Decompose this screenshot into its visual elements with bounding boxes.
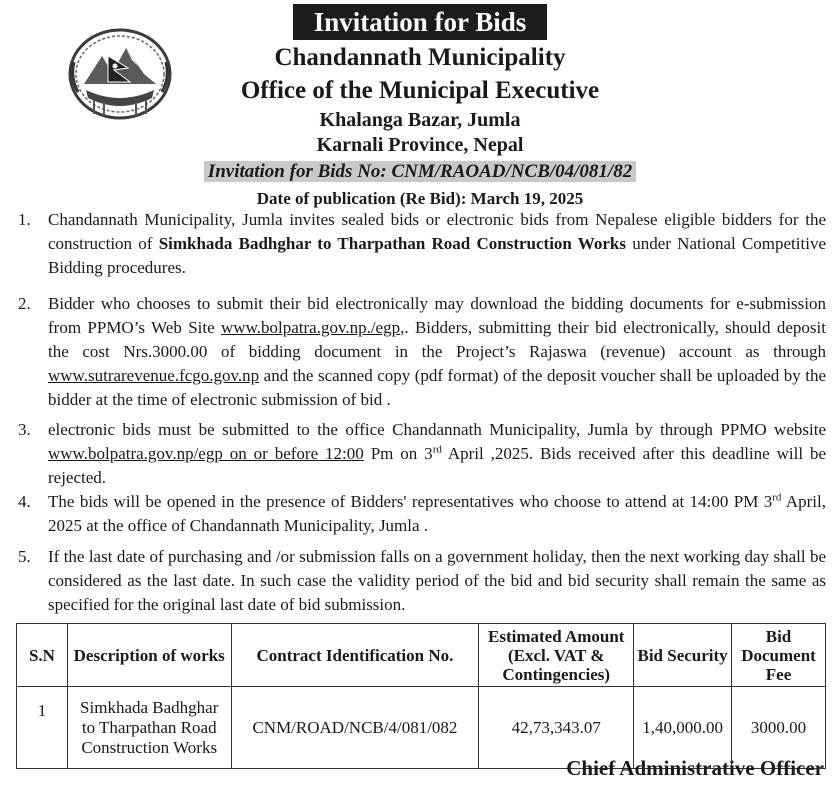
clause-text: electronic bids must be submitted to the office Chandannath Municipality, Jumla by through PPMO website [48, 420, 826, 439]
clause-text: and the scanned copy (pdf format) of the deposit voucher shall be uploaded by the bidder at the time of electronic submission of bid . [48, 366, 826, 409]
clause-text: If the last date of purchasing and /or submission falls on a government holiday, then the next working day shall be considered as the last date. In such case the validity period of the bid and bid security shall remain the same as specified for the original last date of bid submission. [48, 547, 826, 614]
clause-text: ,. Bidders, submitting their bid electronically, should deposit the cost Nrs.3000.00 of bidding document in the Project’s Rajaswa (revenue) account as through [48, 318, 826, 361]
municipality-name: Chandannath Municipality [274, 44, 566, 71]
ordinal-suffix: rd [772, 491, 782, 504]
header-contract-id: Contract Identification No. [231, 624, 479, 687]
header-bid-security: Bid Security [634, 624, 732, 687]
header-sn: S.N [17, 624, 68, 687]
clause-text: Pm on 3 [363, 444, 433, 463]
clause-text: April ,2025. Bids received after this deadline will be rejected. [48, 444, 826, 487]
clause-2 [18, 292, 826, 412]
clause-number: 2. [18, 294, 31, 313]
cell-bid-security: 1,40,000.00 [634, 687, 732, 769]
clause-number: 4. [18, 492, 31, 511]
clause-1 [18, 208, 826, 280]
sutrarevenue-link[interactable]: www.sutrarevenue.fcgo.gov.np [48, 366, 260, 385]
clause-5 [18, 545, 826, 617]
address-line-1: Khalanga Bazar, Jumla [319, 109, 521, 131]
table-header-row [17, 624, 826, 687]
clause-text: Bidder who chooses to submit their bid electronically may download the bidding documents for e-submission from PPMO’s Web Site [48, 294, 826, 337]
header-description: Description of works [67, 624, 231, 687]
address-line-2: Karnali Province, Nepal [316, 134, 524, 156]
cell-sn: 1 [17, 687, 68, 769]
project-name: Simkhada Badhghar to Tharpathan Road Construction Works [158, 234, 626, 253]
bolpatra-link[interactable]: www.bolpatra.gov.np./egp [221, 318, 401, 337]
clause-3 [18, 418, 826, 490]
notice-banner-title: Invitation for Bids [293, 4, 547, 40]
bids-table [16, 623, 826, 769]
cell-estimated-amount: 42,73,343.07 [479, 687, 634, 769]
ifb-number: Invitation for Bids No: CNM/RAOAD/NCB/04/081/82 [204, 161, 636, 182]
header-estimated-amount: Estimated Amount (Excl. VAT & Contingencies) [479, 624, 634, 687]
header-bid-document-fee: Bid Document Fee [732, 624, 826, 687]
ordinal-suffix: rd [432, 443, 442, 456]
clause-text: April, 2025 at the office of Chandannath Municipality, Jumla . [48, 492, 826, 535]
clause-text: under National Competitive Bidding procedures. [48, 234, 826, 277]
cell-contract-id: CNM/ROAD/NCB/4/081/082 [231, 687, 479, 769]
office-name: Office of the Municipal Executive [240, 77, 600, 104]
signatory-title: Chief Administrative Officer [566, 756, 824, 780]
cell-description: Simkhada Badhghar to Tharpathan Road Construction Works [67, 687, 231, 769]
clause-number: 1. [18, 210, 31, 229]
clause-text: Chandannath Municipality, Jumla invites sealed bids or electronic bids from Nepalese eligible bidders for the construction of [48, 210, 826, 253]
clause-number: 3. [18, 420, 31, 439]
egp-link[interactable]: www.bolpatra.gov.np/egp on or before 12:00 [48, 444, 364, 463]
clause-text: The bids will be opened in the presence of Bidders' representatives who choose to attend at 14:00 PM 3 [48, 492, 773, 511]
cell-bid-document-fee: 3000.00 [732, 687, 826, 769]
clause-4 [18, 490, 826, 538]
nepal-government-emblem-icon [64, 22, 176, 122]
publication-date: Date of publication (Re Bid): March 19, 2025 [256, 189, 584, 208]
clause-number: 5. [18, 547, 31, 566]
